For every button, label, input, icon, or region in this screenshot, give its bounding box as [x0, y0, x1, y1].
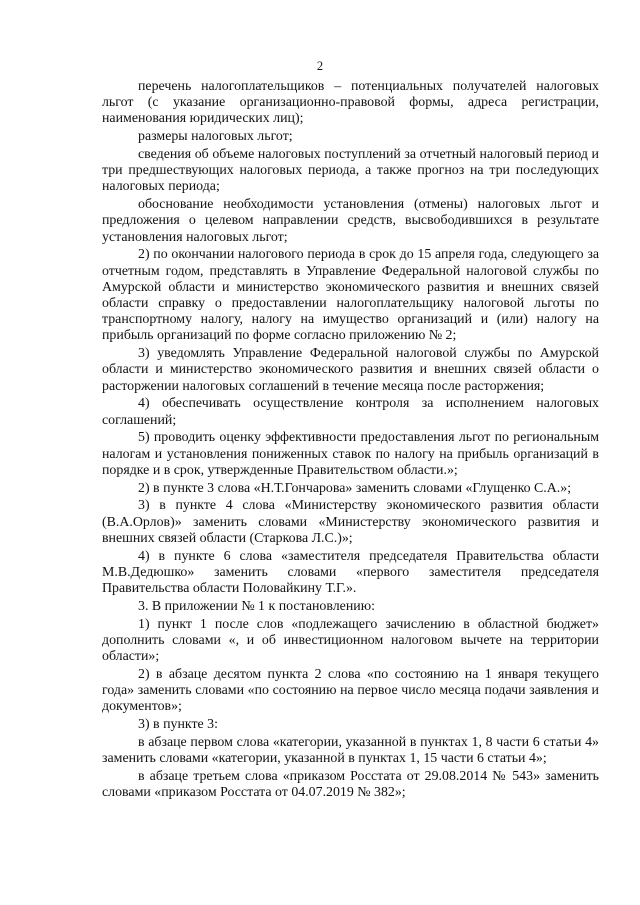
paragraph-third-abzac: в абзаце третьем слова «приказом Росстата от 29.08.2014 № 543» заменить словами «приказом Росстата от 04.07.2019 № 382»; [102, 768, 599, 801]
paragraph-item-5: 5) проводить оценку эффективности предоставления льгот по региональным налогам и установления пониженных ставок по налогу на прибыль организаций в порядке и в срок, утвержденные Правительством области.»; [102, 430, 599, 478]
paragraph-item-4: 4) обеспечивать осуществление контроля за исполнением налоговых соглашений; [102, 396, 599, 428]
paragraph-justification: обоснование необходимости установления (отмены) налоговых льгот и предложения о целевом направлении средств, высвободившихся в результате установления налоговых льгот; [102, 197, 599, 245]
paragraph-item-2: 2) по окончании налогового периода в срок до 15 апреля года, следующего за отчетным годом, представлять в Управление Федеральной налоговой службы по Амурской области и министерство экономического развития и внешних связей области справку о предоставлении налогоплательщику налоговой льготы по транспортному налогу, налогу на имущество организаций и (или) налогу на прибыль организаций по форме согласно приложению № 2; [102, 247, 599, 344]
paragraph-appendix-item-3: 3) в пункте 3: [138, 717, 218, 733]
paragraph-first-abzac: в абзаце первом слова «категории, указанной в пунктах 1, 8 части 6 статьи 4» заменить словами «категории, указанной в пунктах 1, 15 части 6 статьи 4»; [102, 734, 599, 767]
paragraph-point-3-change: 2) в пункте 3 слова «Н.Т.Гончарова» заменить словами «Глущенко С.А.»; [138, 480, 572, 496]
paragraph-revenue-info: сведения об объеме налоговых поступлений за отчетный налоговый период и три предшествующих налоговых периода, а также прогноз на три последующих налоговых периода; [102, 147, 599, 195]
paragraph-list-taxpayers: перечень налогоплательщиков – потенциальных получателей налоговых льгот (с указание организационно-правовой формы, адреса регистрации, наименования юридических лиц); [102, 79, 599, 127]
paragraph-point-4-change: 3) в пункте 4 слова «Министерству экономического развития области (В.А.Орлов)» заменить словами «Министерству экономического развития и внешних связей области (Старкова Л.С.)»; [102, 498, 599, 546]
paragraph-item-3: 3) уведомлять Управление Федеральной налоговой службы по Амурской области и министерство экономического развития и внешних связей области о расторжении налоговых соглашений в течение месяца после расторжения; [102, 346, 599, 394]
page-number: 2 [316, 59, 324, 73]
paragraph-benefit-sizes: размеры налоговых льгот; [138, 129, 293, 145]
paragraph-appendix-item-1: 1) пункт 1 после слов «подлежащего зачислению в областной бюджет» дополнить словами «, и об инвестиционном налоговом вычете на территории области»; [102, 616, 599, 665]
document-body [102, 79, 599, 801]
paragraph-appendix-item-2: 2) в абзаце десятом пункта 2 слова «по состоянию на 1 января текущего года» заменить словами «по состоянию на первое число месяца подачи заявления и документов»; [102, 666, 599, 715]
paragraph-appendix-1-heading: 3. В приложении № 1 к постановлению: [138, 598, 375, 614]
paragraph-point-6-change: 4) в пункте 6 слова «заместителя председателя Правительства области М.В.Дедюшко» заменить словами «первого заместителя председателя Правительства области Половайкину Т.Г.». [102, 548, 599, 597]
